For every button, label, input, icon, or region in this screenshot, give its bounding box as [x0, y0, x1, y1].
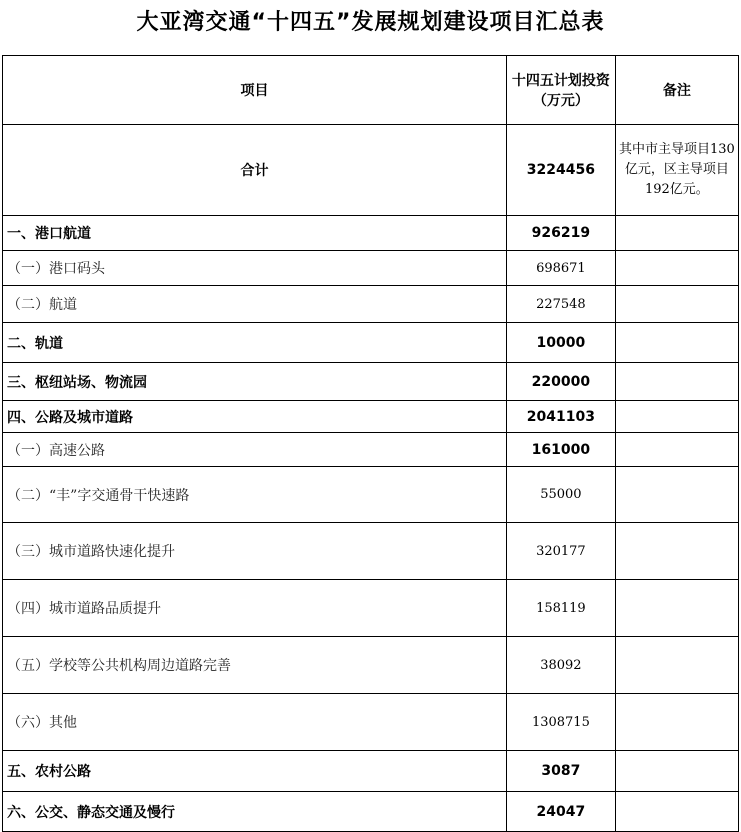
- header-investment: 十四五计划投资（万元）: [507, 56, 616, 125]
- header-item: 项目: [3, 56, 507, 125]
- row-value: 38092: [507, 637, 616, 694]
- table-row: [3, 363, 739, 401]
- total-row: [3, 125, 739, 216]
- row-label: （六）其他: [3, 694, 507, 751]
- row-label: （二）航道: [3, 286, 507, 323]
- row-remark: [615, 363, 738, 401]
- row-value: 158119: [507, 580, 616, 637]
- table-row: [3, 401, 739, 433]
- row-label: （一）港口码头: [3, 251, 507, 286]
- row-value: 926219: [507, 216, 616, 251]
- row-remark: [615, 251, 738, 286]
- total-value: 3224456: [507, 125, 616, 216]
- header-remark: 备注: [615, 56, 738, 125]
- row-remark: [615, 467, 738, 523]
- row-label: （五）学校等公共机构周边道路完善: [3, 637, 507, 694]
- row-label: 三、枢纽站场、物流园: [3, 363, 507, 401]
- row-remark: [615, 401, 738, 433]
- row-label: 四、公路及城市道路: [3, 401, 507, 433]
- row-value: 10000: [507, 323, 616, 363]
- row-remark: [615, 637, 738, 694]
- table-row: [3, 751, 739, 792]
- page-title: 大亚湾交通“十四五”发展规划建设项目汇总表: [136, 10, 605, 35]
- total-label: 合计: [3, 125, 507, 216]
- row-remark: [615, 751, 738, 792]
- table-row: [3, 523, 739, 580]
- table-row: [3, 792, 739, 832]
- table-row: [3, 286, 739, 323]
- row-value: 698671: [507, 251, 616, 286]
- row-remark: [615, 694, 738, 751]
- table-row: [3, 216, 739, 251]
- table-row: [3, 323, 739, 363]
- row-label: （二）“丰”字交通骨干快速路: [3, 467, 507, 523]
- table-row: [3, 694, 739, 751]
- table-row: [3, 467, 739, 523]
- row-value: 220000: [507, 363, 616, 401]
- table-row: [3, 637, 739, 694]
- table-row: [3, 433, 739, 467]
- row-label: 六、公交、静态交通及慢行: [3, 792, 507, 832]
- row-remark: [615, 523, 738, 580]
- row-label: （一）高速公路: [3, 433, 507, 467]
- row-value: 3087: [507, 751, 616, 792]
- row-value: 55000: [507, 467, 616, 523]
- row-label: 二、轨道: [3, 323, 507, 363]
- row-remark: [615, 216, 738, 251]
- row-label: （四）城市道路品质提升: [3, 580, 507, 637]
- row-value: 161000: [507, 433, 616, 467]
- table-row: [3, 580, 739, 637]
- row-value: 227548: [507, 286, 616, 323]
- table-header-row: [3, 56, 739, 125]
- row-value: 2041103: [507, 401, 616, 433]
- summary-table: [2, 55, 739, 832]
- row-remark: [615, 286, 738, 323]
- row-value: 24047: [507, 792, 616, 832]
- total-remark: 其中市主导项目130亿元，区主导项目192亿元。: [615, 125, 738, 216]
- row-label: （三）城市道路快速化提升: [3, 523, 507, 580]
- row-remark: [615, 580, 738, 637]
- row-label: 一、港口航道: [3, 216, 507, 251]
- row-value: 1308715: [507, 694, 616, 751]
- row-value: 320177: [507, 523, 616, 580]
- row-remark: [615, 323, 738, 363]
- row-label: 五、农村公路: [3, 751, 507, 792]
- table-row: [3, 251, 739, 286]
- row-remark: [615, 792, 738, 832]
- row-remark: [615, 433, 738, 467]
